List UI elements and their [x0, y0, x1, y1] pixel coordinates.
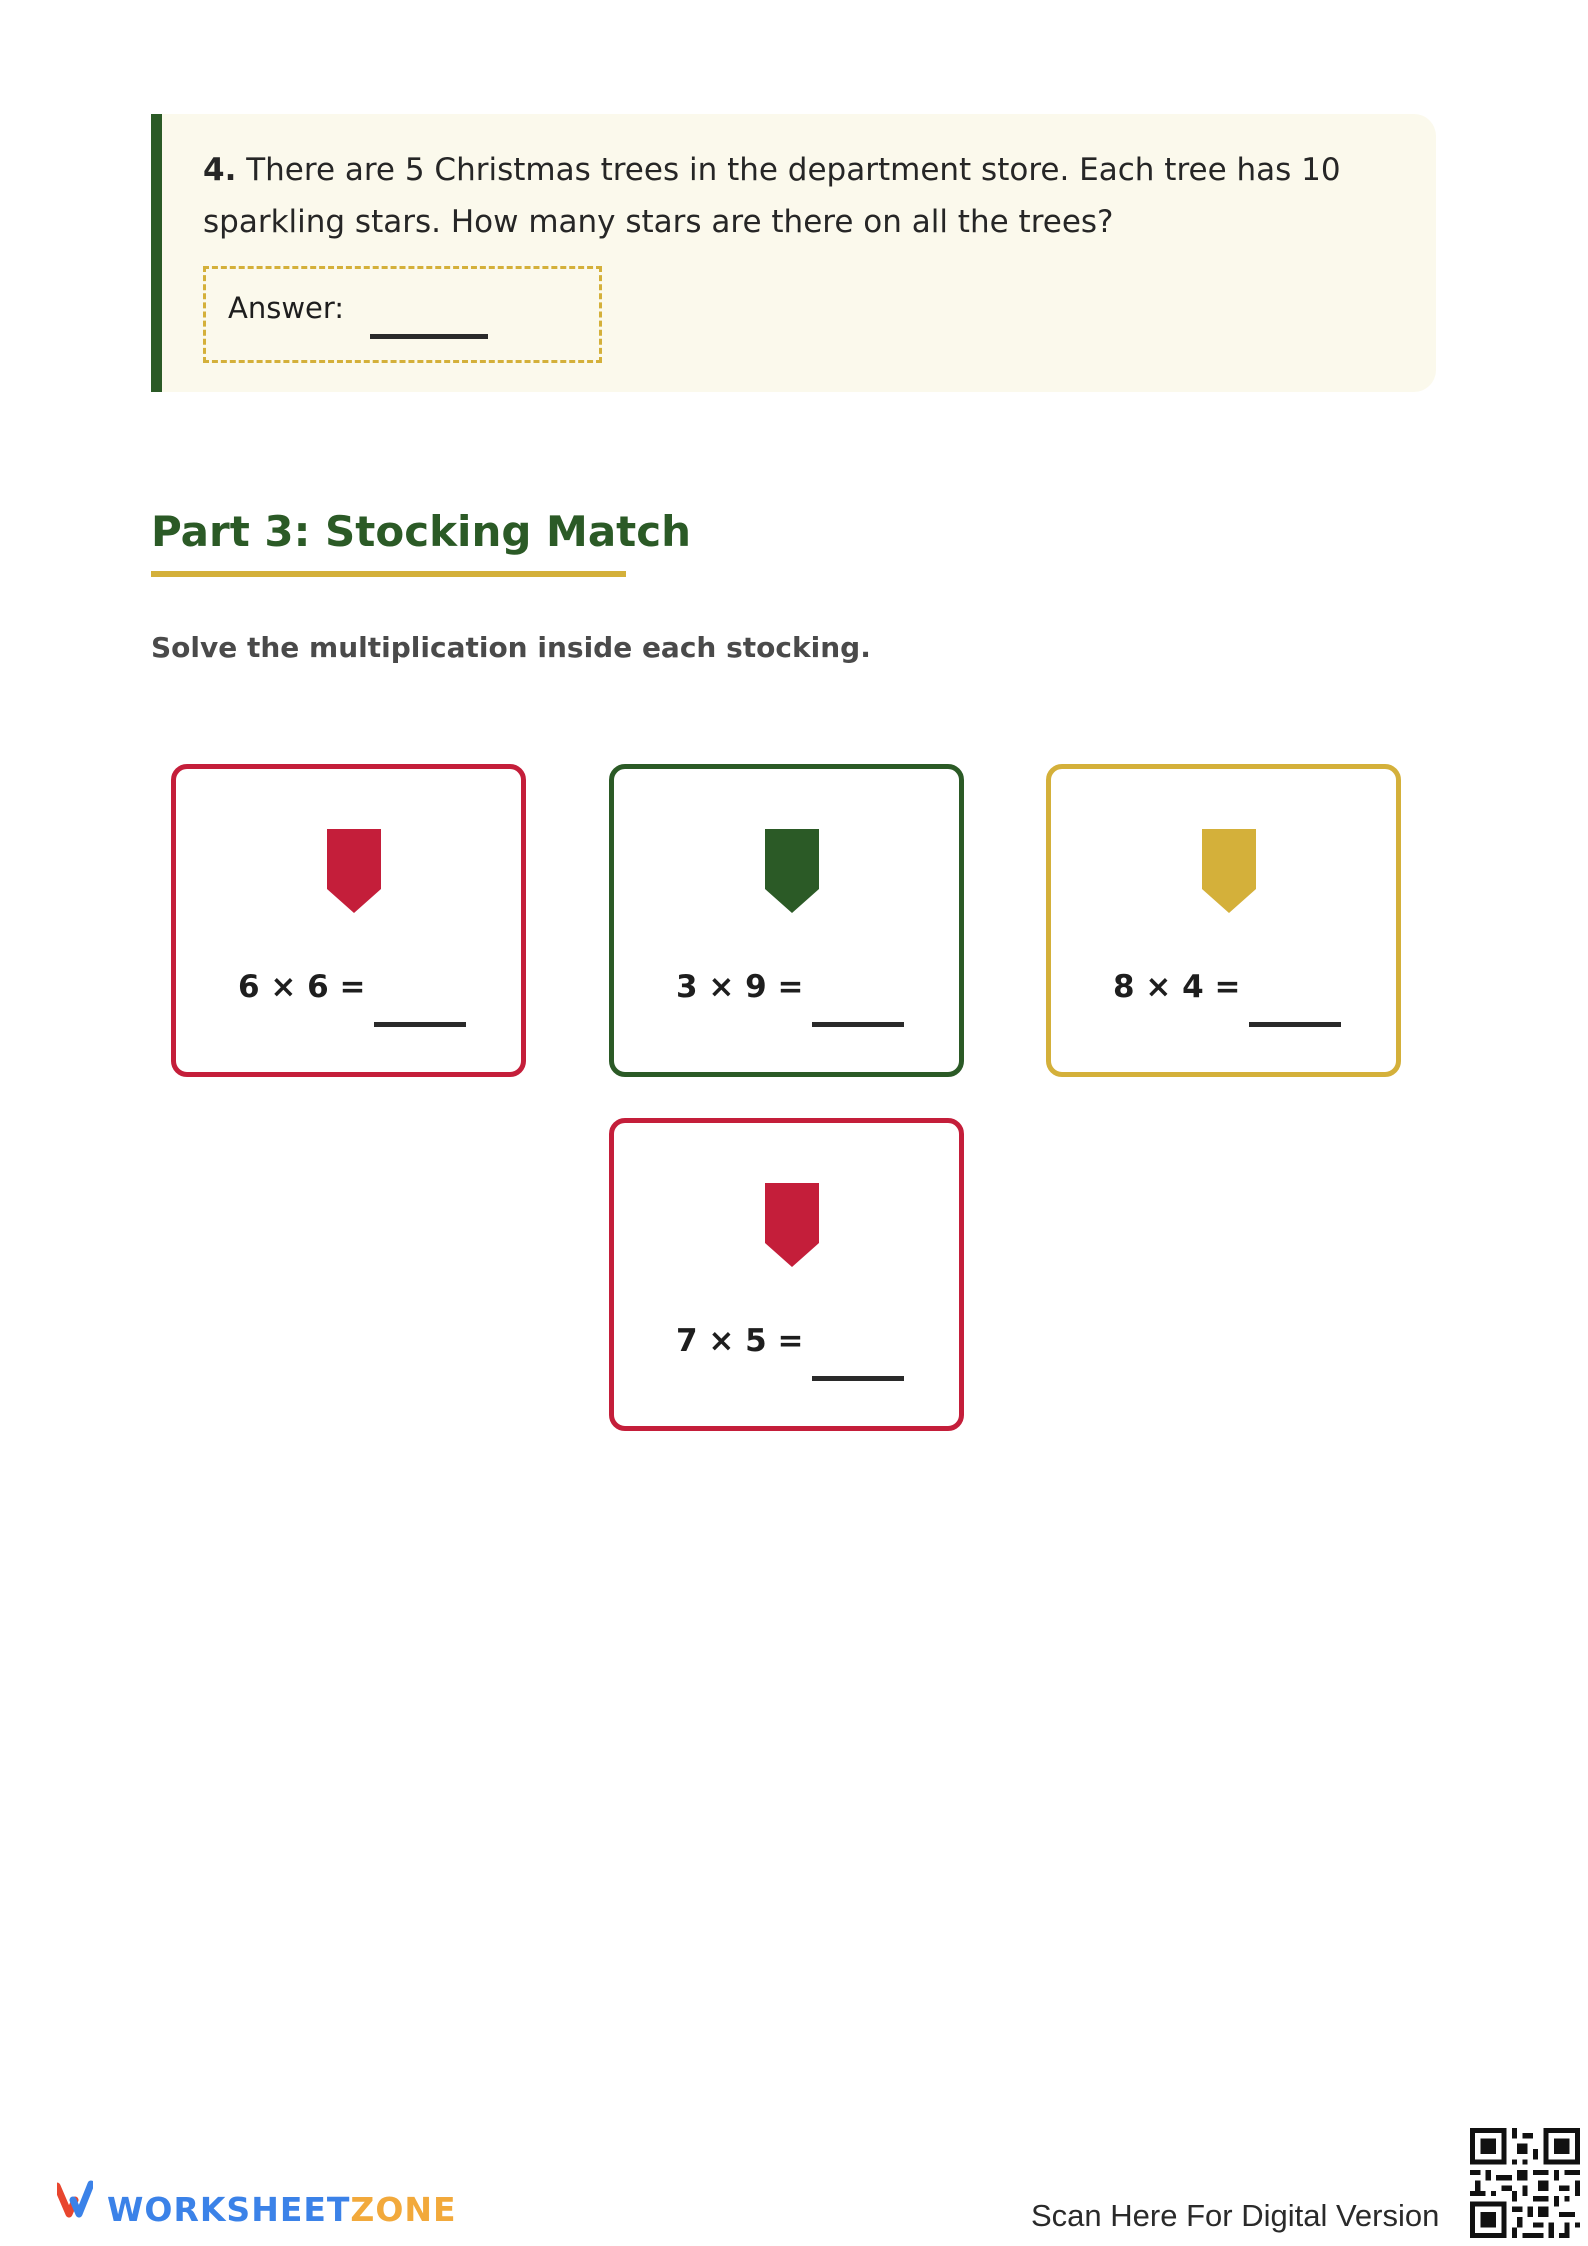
qr-code-icon[interactable]	[1470, 2128, 1580, 2238]
answer-box[interactable]	[203, 266, 602, 363]
card-equation: 7 × 5 =	[676, 1323, 804, 1359]
question-number: 4.	[203, 152, 237, 188]
answer-blank[interactable]	[1249, 1022, 1341, 1027]
card-equation: 6 × 6 =	[238, 969, 366, 1005]
answer-blank[interactable]	[370, 334, 488, 339]
stocking-icon	[765, 829, 819, 913]
brand-name	[107, 2190, 457, 2229]
stocking-card-1	[171, 764, 526, 1077]
section-title: Part 3: Stocking Match	[151, 507, 692, 556]
stocking-icon	[765, 1183, 819, 1267]
question-body: There are 5 Christmas trees in the department store. Each tree has 10 sparkling stars. How many stars are there on all the trees?	[203, 152, 1341, 240]
answer-blank[interactable]	[374, 1022, 466, 1027]
stocking-icon	[327, 829, 381, 913]
brand-part-1: WORKSHEET	[107, 2190, 351, 2229]
card-equation: 8 × 4 =	[1113, 969, 1241, 1005]
answer-blank[interactable]	[812, 1022, 904, 1027]
question-4-text	[203, 144, 1383, 248]
stocking-card-3	[1046, 764, 1401, 1077]
brand-part-2: ZONE	[350, 2190, 457, 2229]
worksheetzone-logo-icon	[57, 2178, 93, 2218]
instructions: Solve the multiplication inside each stocking.	[151, 631, 871, 664]
answer-label: Answer:	[228, 291, 345, 325]
stocking-card-2	[609, 764, 964, 1077]
stocking-card-4	[609, 1118, 964, 1431]
stocking-icon	[1202, 829, 1256, 913]
scan-text: Scan Here For Digital Version	[1031, 2198, 1440, 2233]
question-4-box	[151, 114, 1436, 392]
answer-blank[interactable]	[812, 1376, 904, 1381]
section-underline	[151, 571, 626, 577]
card-equation: 3 × 9 =	[676, 969, 804, 1005]
